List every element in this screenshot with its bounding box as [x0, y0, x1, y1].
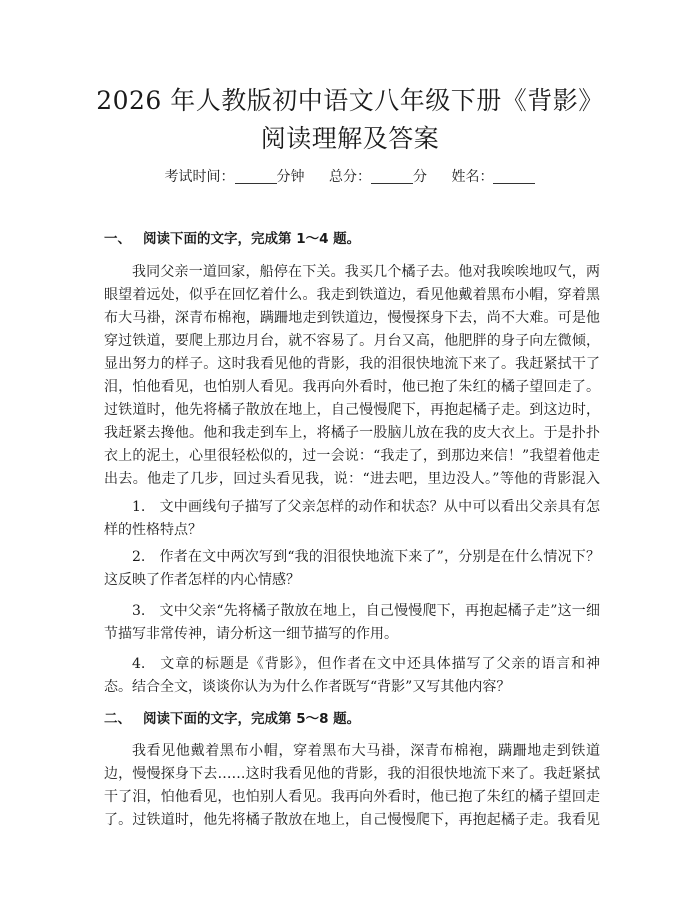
question-4 — [104, 653, 600, 699]
question-number: 4. — [132, 656, 146, 672]
exam-time-blank — [235, 169, 277, 184]
page-title: 2026 年人教版初中语文八年级下册《背影》 — [96, 86, 604, 115]
question-2 — [104, 546, 600, 592]
question-number: 2. — [132, 549, 146, 565]
question-text: 文章的标题是《背影》，但作者在文中还具体描写了父亲的语言和神态。结合全文，谈谈你认为为什么作者既写“背影”又写其他内容？ — [104, 656, 600, 695]
total-score-unit: 分 — [413, 169, 427, 185]
question-text: 文中画线句子描写了父亲怎样的动作和状态？从中可以看出父亲具有怎样的性格特点？ — [104, 499, 600, 538]
total-score-label: 总分： — [329, 169, 371, 185]
total-score-blank — [371, 169, 413, 184]
question-number: 1. — [132, 499, 146, 515]
section-1-instruction: 阅读下面的文字，完成第 1～4 题。 — [143, 231, 361, 247]
question-3 — [104, 600, 600, 646]
question-number: 3. — [132, 603, 146, 619]
exam-time-field — [165, 169, 309, 185]
student-name-field — [451, 169, 535, 185]
exam-time-unit: 分钟 — [276, 169, 305, 185]
section-2-heading — [104, 708, 604, 730]
exam-info-line — [0, 166, 700, 188]
student-name-label: 姓名： — [451, 169, 494, 185]
section-2-instruction: 阅读下面的文字，完成第 5～8 题。 — [143, 711, 361, 727]
section-2-number: 二、 — [104, 711, 131, 727]
student-name-blank — [493, 169, 535, 184]
section-1-passage: 我同父亲一道回家，船停在下关。我买几个橘子去。他对我唉唉地叹气，两眼望着远处，似乎在回忆着什么。我走到铁道边，看见他戴着黑布小帽，穿着黑布大马褂，深青布棉袍，蹒跚地走到铁道边，慢慢探身下去，尚不大难。可是他穿过铁道，要爬上那边月台，就不容易了。月台又高，他肥胖的身子向左微倾，显出努力的样子。这时我看见他的背影，我的泪很快地流下来了。我赶紧拭干了泪，怕他看见，也怕别人看见。我再向外看时，他已抱了朱红的橘子望回走了。过铁道时，他先将橘子散放在地上，自己慢慢爬下，再抱起橘子走。到这边时，我赶紧去搀他。他和我走到车上，将橘子一股脑儿放在我的皮大衣上。于是扑扑衣上的泥土，心里很轻松似的，过一会说：“我走了，到那边来信！”我望着他走出去。他走了几步，回过头看见我，说：“进去吧，里边没人。”等他的背影混入 — [104, 264, 600, 487]
total-score-field — [329, 169, 431, 185]
section-1-heading — [104, 228, 604, 250]
page-subtitle: 阅读理解及答案 — [260, 124, 440, 153]
exam-time-label: 考试时间： — [164, 169, 235, 185]
section-1-number: 一、 — [104, 231, 131, 247]
question-1 — [104, 496, 600, 542]
question-text: 文中父亲“先将橘子散放在地上，自己慢慢爬下，再抱起橘子走”这一细节描写非常传神，请分析这一细节描写的作用。 — [104, 603, 600, 642]
section-2-passage: 我看见他戴着黑布小帽，穿着黑布大马褂，深青布棉袍，蹒跚地走到铁道边，慢慢探身下去……这时我看见他的背影，我的泪很快地流下来了。我赶紧拭干了泪，怕他看见，也怕别人看见。我再向外看时，他已抱了朱红的橘子望回走了。过铁道时，他先将橘子散放在地上，自己慢慢爬下，再抱起橘子走。我看见 — [104, 743, 600, 828]
question-text: 作者在文中两次写到“我的泪很快地流下来了”，分别是在什么情况下？这反映了作者怎样的内心情感？ — [104, 549, 600, 588]
